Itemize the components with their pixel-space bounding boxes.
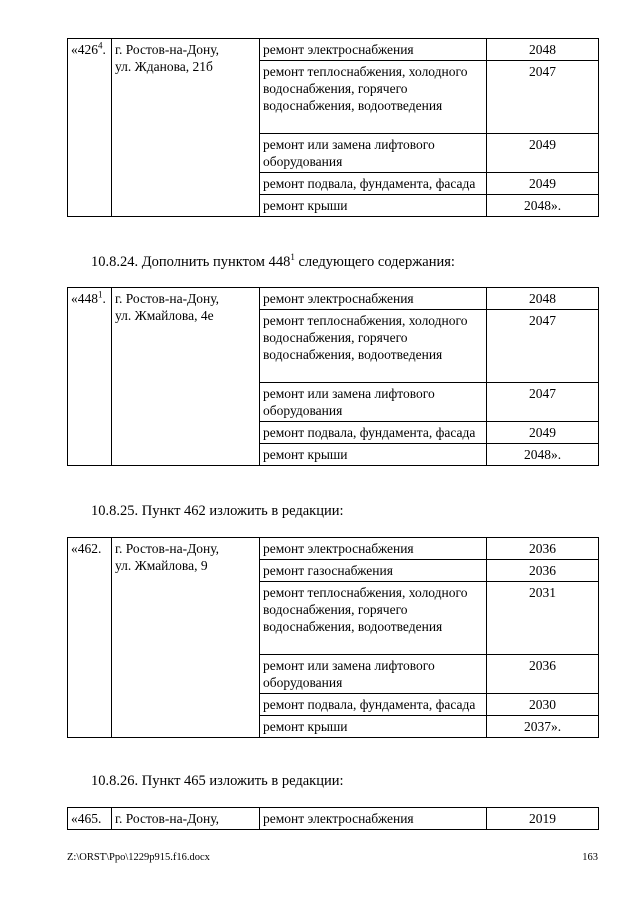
item-address: г. Ростов-на-Дону, ул. Жмайлова, 4е (112, 288, 260, 466)
item-address: г. Ростов-на-Дону, ул. Жданова, 21б (112, 39, 260, 217)
work-year: 2036 (487, 538, 599, 560)
work-name: ремонт теплоснабжения, холодного водоснабжения, горячего водоснабжения, водоотведения (260, 61, 487, 134)
item-number: «465. (68, 808, 112, 830)
work-year: 2019 (487, 808, 599, 830)
table-462 (67, 537, 599, 738)
work-year: 2036 (487, 560, 599, 582)
work-year: 2049 (487, 173, 599, 195)
item-number: «462. (68, 538, 112, 738)
work-year: 2049 (487, 422, 599, 444)
work-name: ремонт крыши (260, 195, 487, 217)
work-name: ремонт или замена лифтового оборудования (260, 134, 487, 173)
work-year: 2047 (487, 61, 599, 134)
work-year: 2037». (487, 716, 599, 738)
work-year: 2036 (487, 655, 599, 694)
page-number: 163 (582, 852, 598, 863)
paragraph-10-8-24: 10.8.24. Дополнить пунктом $448^1$ следующего содержания: (91, 252, 455, 270)
work-year: 2047 (487, 310, 599, 383)
table-426-4 (67, 38, 599, 217)
work-name: ремонт подвала, фундамента, фасада (260, 694, 487, 716)
item-address: г. Ростов-на-Дону, ул. Жмайлова, 9 (112, 538, 260, 738)
work-name: ремонт крыши (260, 716, 487, 738)
work-name: ремонт подвала, фундамента, фасада (260, 173, 487, 195)
work-name: ремонт или замена лифтового оборудования (260, 655, 487, 694)
footer-file-path: Z:\ORST\Ppo\1229p915.f16.docx (67, 852, 210, 863)
work-name: ремонт теплоснабжения, холодного водоснабжения, горячего водоснабжения, водоотведения (260, 310, 487, 383)
item-number: «$426^4$. (68, 39, 112, 217)
work-year: 2030 (487, 694, 599, 716)
work-year: 2048». (487, 195, 599, 217)
table-465 (67, 807, 599, 830)
work-name: ремонт электроснабжения (260, 39, 487, 61)
paragraph-10-8-26: 10.8.26. Пункт 465 изложить в редакции: (91, 773, 344, 789)
work-name: ремонт крыши (260, 444, 487, 466)
work-year: 2049 (487, 134, 599, 173)
work-year: 2031 (487, 582, 599, 655)
work-name: ремонт подвала, фундамента, фасада (260, 422, 487, 444)
paragraph-10-8-25: 10.8.25. Пункт 462 изложить в редакции: (91, 503, 344, 519)
work-name: ремонт теплоснабжения, холодного водоснабжения, горячего водоснабжения, водоотведения (260, 582, 487, 655)
work-year: 2048». (487, 444, 599, 466)
work-name: ремонт электроснабжения (260, 808, 487, 830)
work-year: 2047 (487, 383, 599, 422)
work-name: ремонт газоснабжения (260, 560, 487, 582)
work-name: ремонт электроснабжения (260, 538, 487, 560)
work-name: ремонт электроснабжения (260, 288, 487, 310)
work-name: ремонт или замена лифтового оборудования (260, 383, 487, 422)
item-address: г. Ростов-на-Дону, (112, 808, 260, 830)
work-year: 2048 (487, 39, 599, 61)
table-448-1 (67, 287, 599, 466)
item-number: «$448^1$. (68, 288, 112, 466)
work-year: 2048 (487, 288, 599, 310)
